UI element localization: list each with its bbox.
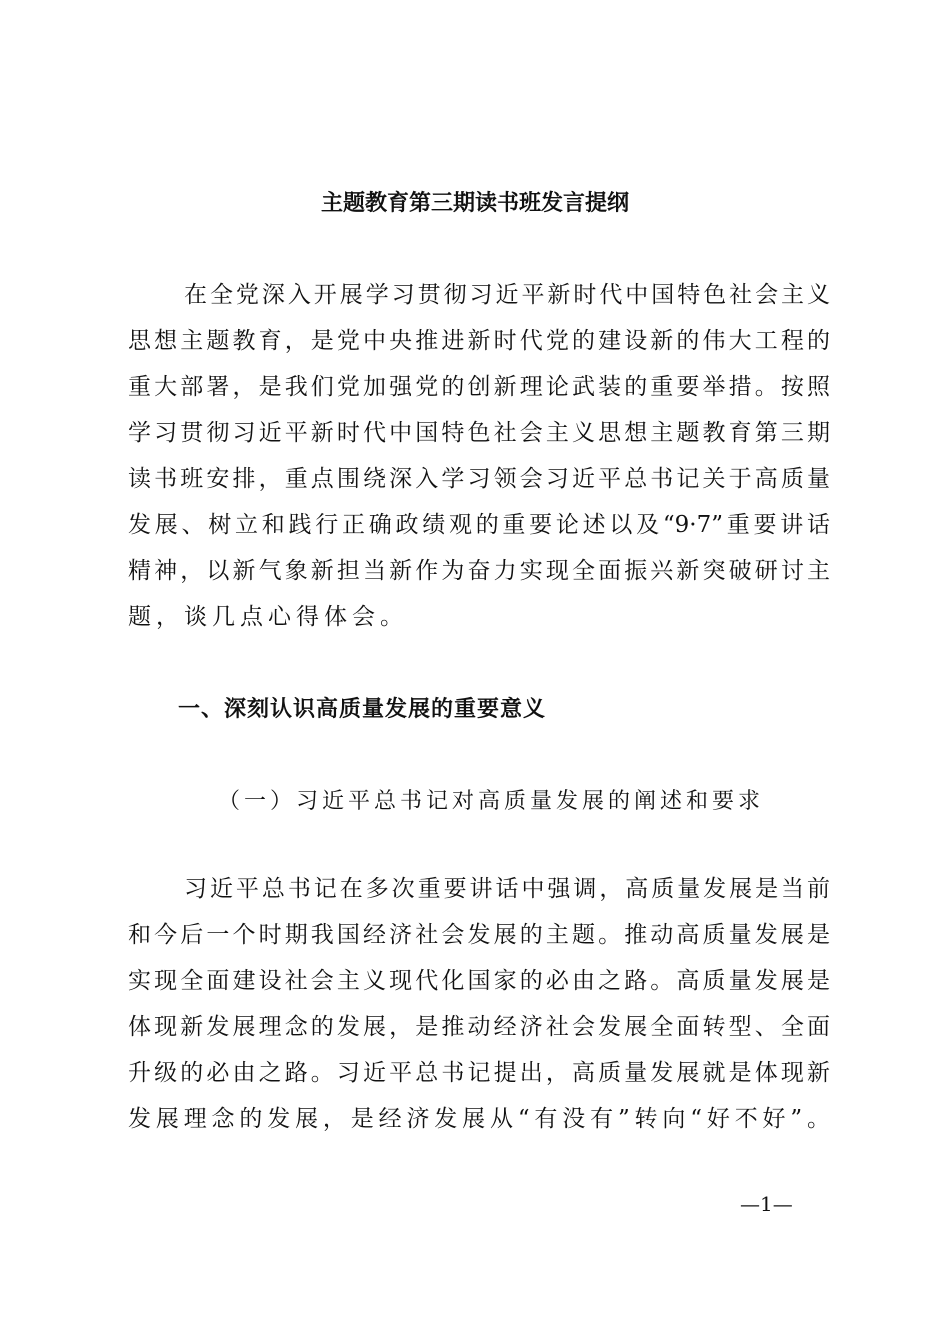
- text-line: 读​书​班​安​排​，​重​点​围​绕​深​入​学​习​领​会​习​近​平​总​书​记​关​于​高​质​量: [128, 466, 830, 492]
- text-line: 实​现​全​面​建​设​社​会​主​义​现​代​化​国​家​的​必​由​之​路​。​高​质​量​发​展​是: [128, 968, 830, 994]
- text-line: 和​今​后​一​个​时​期​我​国​经​济​社​会​发​展​的​主​题​。​推​动​高​质​量​发​展​是: [128, 922, 830, 948]
- section-heading: 一、深刻认识高质量发展的重要意义: [178, 696, 547, 722]
- subsection-heading: （一）习近平总书记对高质量发展的阐述和要求: [218, 789, 765, 814]
- text-line: 习​近​平​总​书​记​在​多​次​重​要​讲​话​中​强​调​，​高​质​量​发​展​是​当​前: [184, 876, 830, 902]
- text-line: 题，谈几点心得体会。: [128, 604, 408, 630]
- text-line: 重​大​部​署​，​是​我​们​党​加​强​党​的​创​新​理​论​武​装​的​重​要​举​措​。​按​照: [128, 374, 830, 400]
- text-line: 思​想​主​题​教​育​，​是​党​中​央​推​进​新​时​代​党​的​建​设​新​的​伟​大​工​程​的: [128, 328, 830, 354]
- page-number: —1—: [740, 1192, 793, 1216]
- intro-paragraph: [128, 272, 830, 640]
- text-line: 升​级​的​必​由​之​路​。​习​近​平​总​书​记​提​出​，​高​质​量​发​展​就​是​体​现​新: [128, 1060, 830, 1086]
- text-line: 发​展​理​念​的​发​展​，​是​经​济​发​展​从​“​有​没​有​”​转​向​“​好​不​好​”​。: [128, 1106, 830, 1132]
- text-line: 发​展​、​树​立​和​践​行​正​确​政​绩​观​的​重​要​论​述​以​及​“​9​·​7​”​重​要​讲​话: [128, 512, 830, 538]
- text-line: 精​神​，​以​新​气​象​新​担​当​新​作​为​奋​力​实​现​全​面​振​兴​新​突​破​研​讨​主: [128, 558, 830, 584]
- text-line: 体​现​新​发​展​理​念​的​发​展​，​是​推​动​经​济​社​会​发​展​全​面​转​型​、​全​面: [128, 1014, 830, 1040]
- text-line: 在​全​党​深​入​开​展​学​习​贯​彻​习​近​平​新​时​代​中​国​特​色​社​会​主​义: [184, 282, 830, 308]
- text-line: 学​习​贯​彻​习​近​平​新​时​代​中​国​特​色​社​会​主​义​思​想​主​题​教​育​第​三​期: [128, 420, 830, 446]
- section-paragraph: [128, 866, 830, 1142]
- document-title: 主题教育第三期读书班发言提纲: [320, 190, 629, 216]
